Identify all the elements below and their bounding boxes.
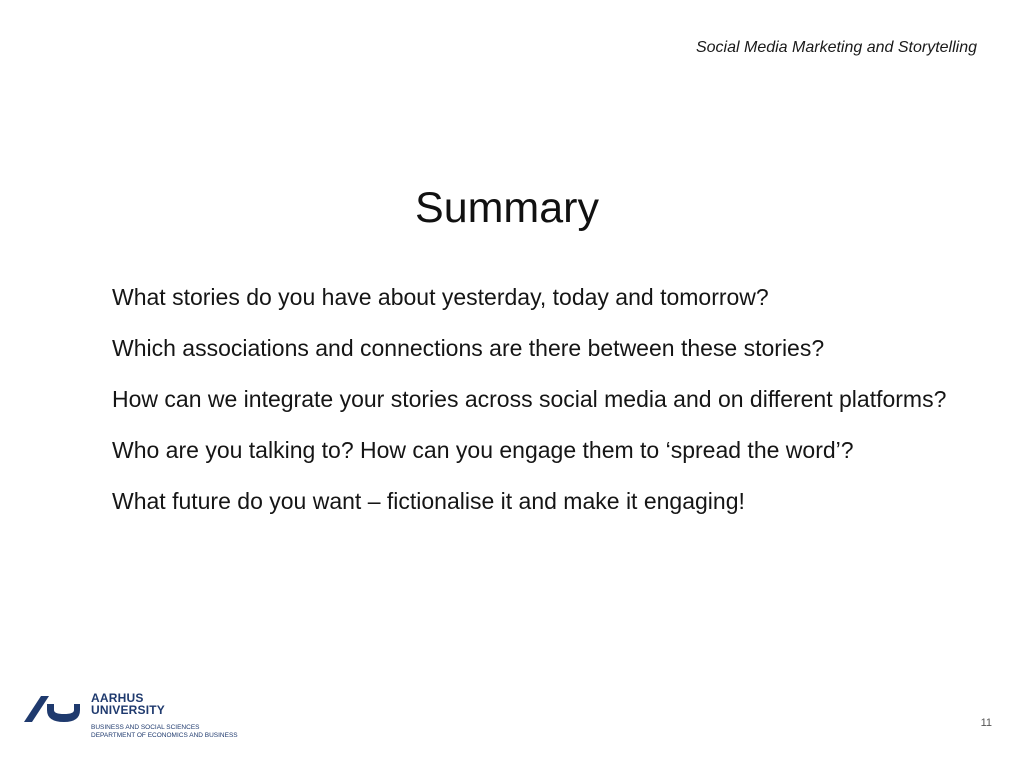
- course-title: Social Media Marketing and Storytelling: [695, 39, 977, 56]
- university-name-line: UNIVERSITY: [91, 703, 166, 717]
- university-name-line: AARHUS: [91, 691, 144, 705]
- university-logo: [24, 688, 274, 748]
- university-name: [91, 692, 165, 716]
- summary-question: What future do you want – fictionalise it and make it engaging!: [112, 488, 745, 514]
- slide-title: Summary: [415, 184, 599, 232]
- page-number: 11: [980, 717, 992, 729]
- department-name-line: DEPARTMENT OF ECONOMICS AND BUSINESS: [91, 732, 238, 739]
- summary-question-list: [112, 272, 972, 527]
- aarhus-university-logo-icon: [24, 692, 80, 722]
- department-name: [91, 724, 238, 740]
- summary-question: What stories do you have about yesterday, today and tomorrow?: [112, 284, 769, 310]
- summary-question: How can we integrate your stories across social media and on different platforms?: [112, 386, 947, 412]
- department-name-line: BUSINESS AND SOCIAL SCIENCES: [91, 724, 200, 731]
- summary-question: Who are you talking to? How can you engage them to ‘spread the word’?: [112, 437, 854, 463]
- summary-question: Which associations and connections are there between these stories?: [112, 335, 825, 361]
